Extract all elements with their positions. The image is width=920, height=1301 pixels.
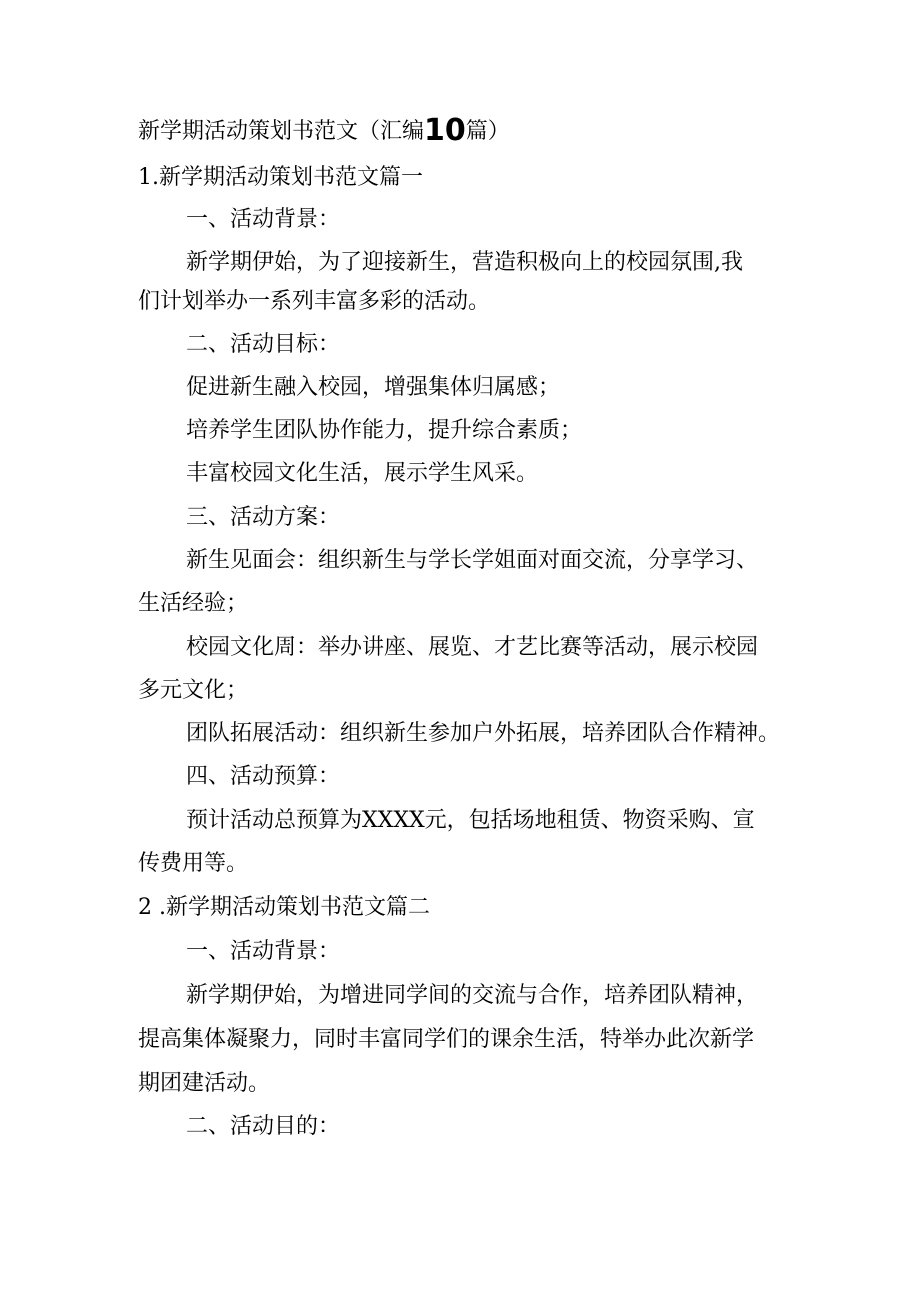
subheading-budget-1: 四、活动预算： xyxy=(186,764,341,789)
paragraph-line: 生活经验； xyxy=(138,591,249,616)
title-suffix: 篇） xyxy=(465,119,510,144)
paragraph-line: 传费用等。 xyxy=(138,851,249,876)
subheading-plan-1: 三、活动方案： xyxy=(186,505,341,530)
paragraph-line: 校园文化周：举办讲座、展览、才艺比赛等活动，展示校园 xyxy=(186,635,759,660)
document-title xyxy=(138,113,798,148)
paragraph-line: 们计划举办一系列丰富多彩的活动。 xyxy=(138,289,491,314)
title-prefix: 新学期活动策划书范文（汇编 xyxy=(138,119,425,144)
section-heading-1: 1.新学期活动策划书范文篇一 xyxy=(138,165,423,190)
paragraph-line: 新学期伊始，为了迎接新生，营造积极向上的校园氛围,我 xyxy=(186,250,743,275)
subheading-background-2: 一、活动背景： xyxy=(186,939,341,964)
paragraph-line: 期团建活动。 xyxy=(138,1071,271,1096)
paragraph-line: 促进新生融入校园，增强集体归属感； xyxy=(186,375,561,400)
paragraph-line: 预计活动总预算为XXXX元，包括场地租赁、物资采购、宣 xyxy=(186,808,755,833)
subheading-purpose-2: 二、活动目的： xyxy=(186,1114,341,1139)
paragraph-line: 团队拓展活动：组织新生参加户外拓展，培养团队合作精神。 xyxy=(186,721,781,746)
paragraph-line: 新学期伊始，为增进同学间的交流与合作，培养团队精神， xyxy=(186,983,759,1008)
subheading-background-1: 一、活动背景： xyxy=(186,207,341,232)
paragraph-line: 丰富校园文化生活，展示学生风采。 xyxy=(186,461,539,486)
title-number: 10 xyxy=(424,113,466,148)
paragraph-line: 多元文化； xyxy=(138,678,249,703)
paragraph-line: 培养学生团队协作能力，提升综合素质； xyxy=(186,418,583,443)
paragraph-line: 提高集体凝聚力，同时丰富同学们的课余生活，特举办此次新学 xyxy=(138,1027,755,1052)
subheading-goals-1: 二、活动目标： xyxy=(186,332,341,357)
paragraph-line: 新生见面会：组织新生与学长学姐面对面交流，分享学习、 xyxy=(186,548,759,573)
section-heading-2: 2 .新学期活动策划书范文篇二 xyxy=(138,895,430,920)
